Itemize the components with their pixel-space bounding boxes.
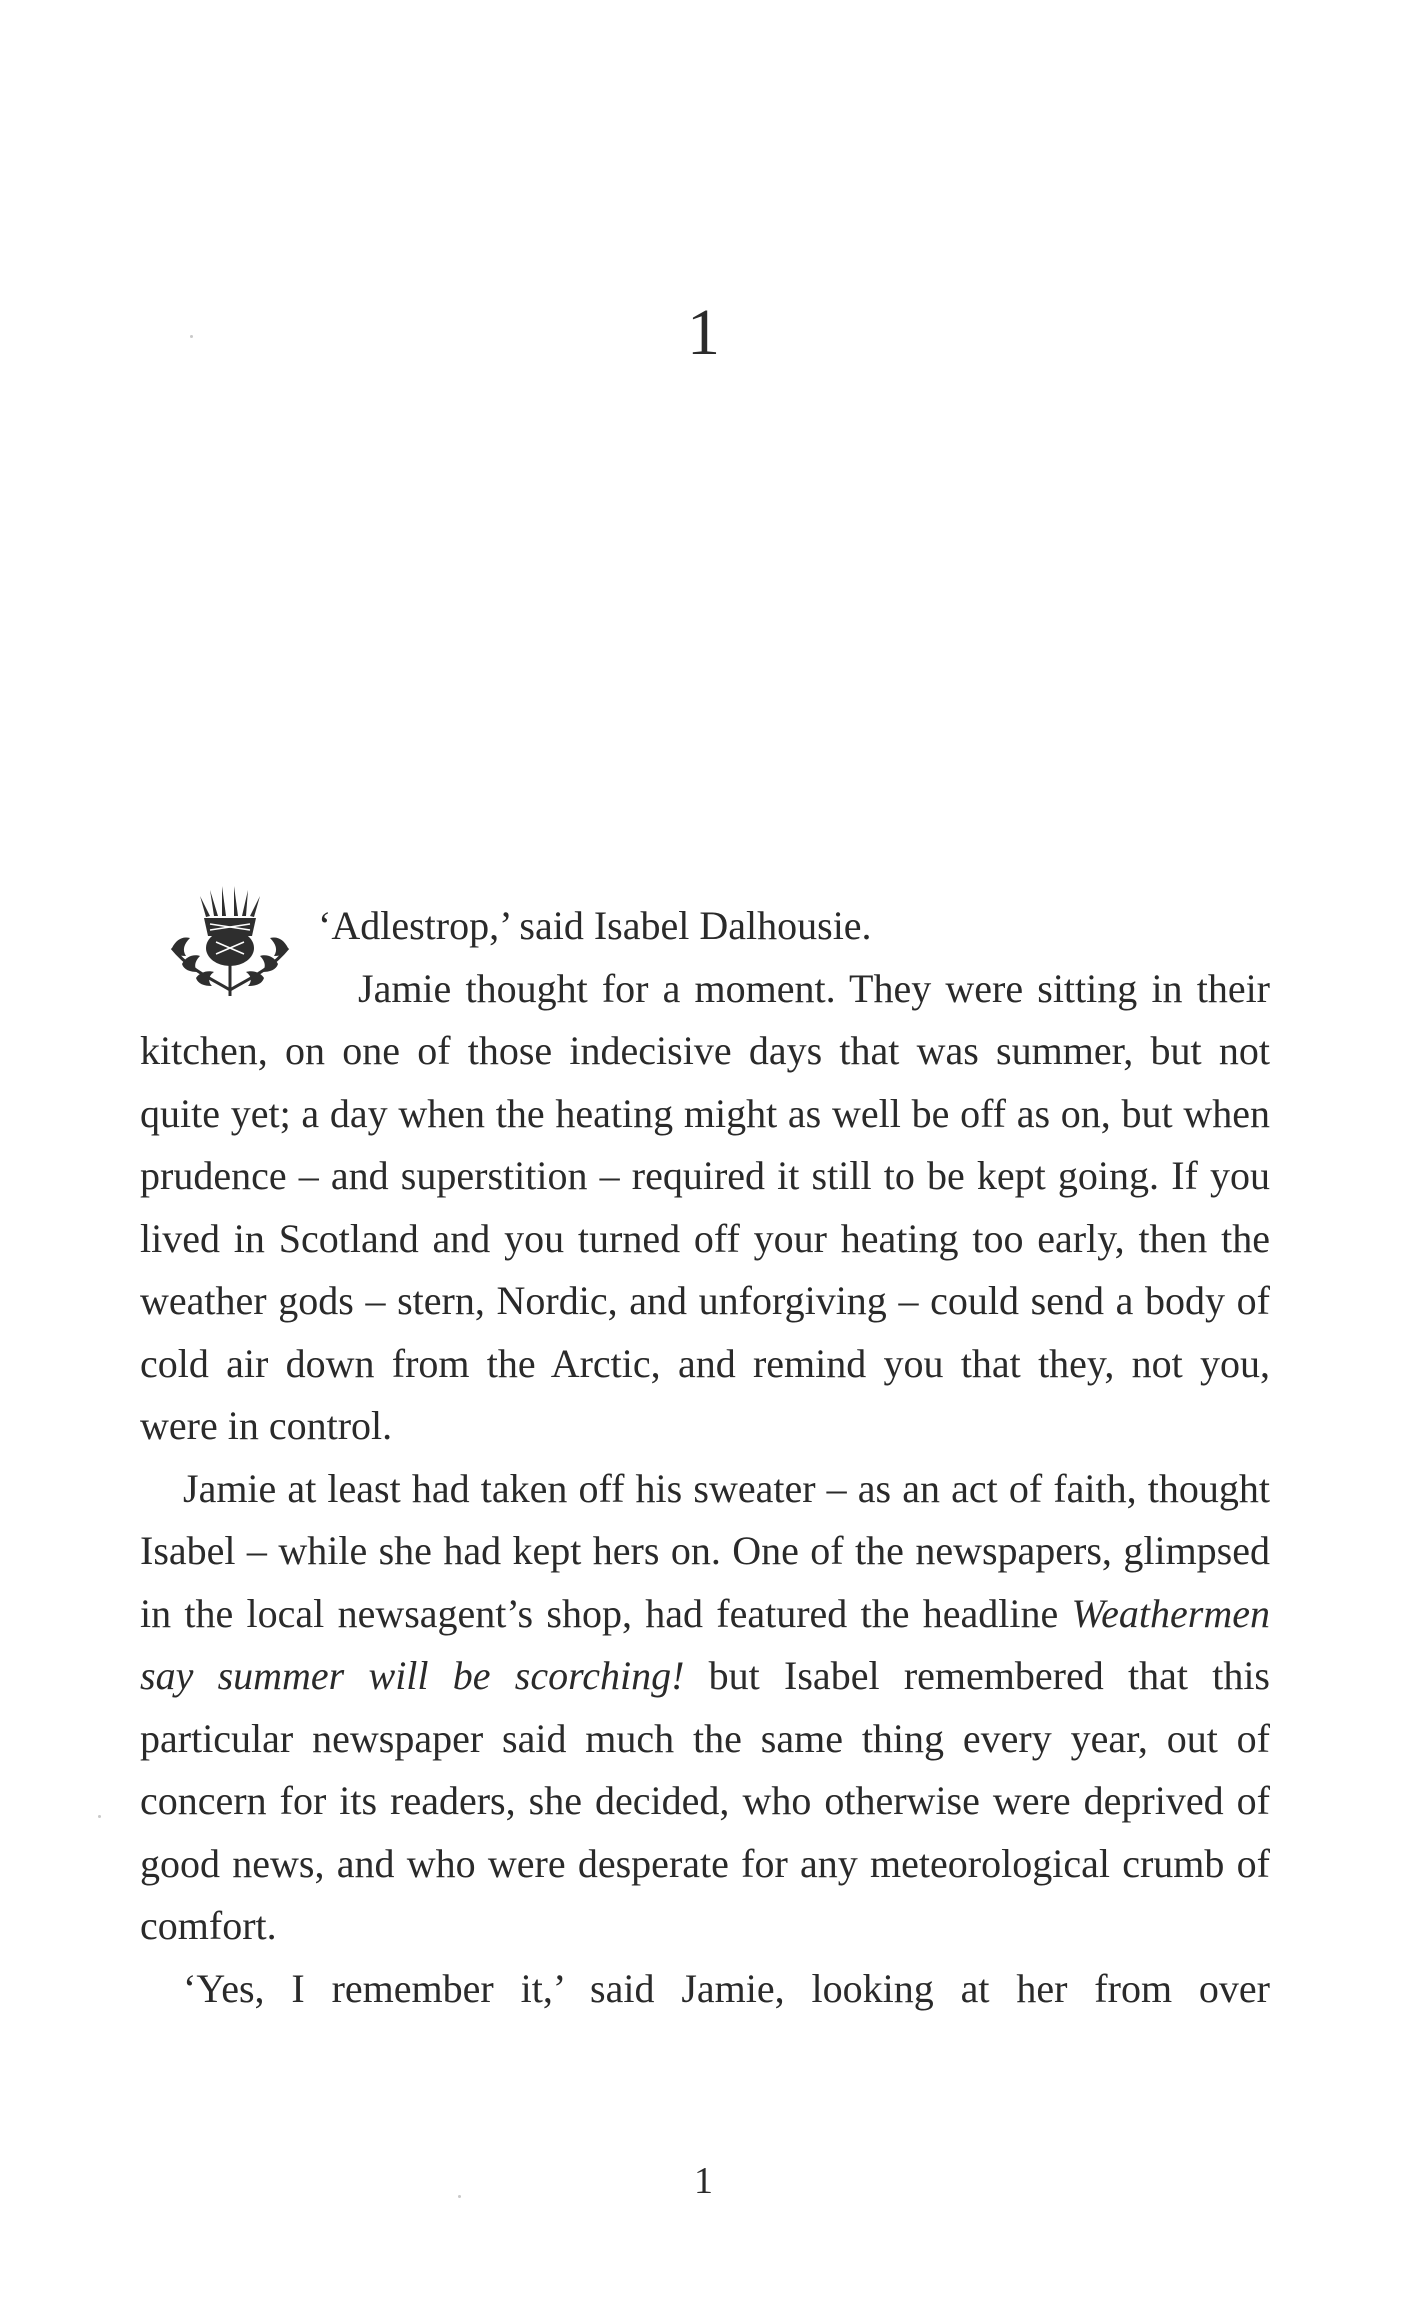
paragraph-jamie-thought: [140, 958, 1270, 1458]
paragraph-text-before-headline: Jamie at least had taken off his sweater – as an act of faith, thought Isabel – while she had kept hers on. One of the newspapers, glimpsed in the local newsagent’s shop, had featured the headline: [140, 1465, 1270, 1636]
body-text: [140, 895, 1270, 2020]
scan-speck: [458, 2195, 461, 2198]
scan-speck: [190, 335, 193, 338]
chapter-number: 1: [687, 296, 720, 369]
paragraph-sweater: [140, 1458, 1270, 1958]
paragraph-yes-i-remember: ‘Yes, I remember it,’ said Jamie, looking at her from over: [183, 1965, 1270, 2011]
scan-speck: [98, 1815, 101, 1818]
page-number: 1: [694, 2160, 713, 2202]
paragraph-text-after-headline: but Isabel remembered that this particular newspaper said much the same thing every year, out of concern for its readers, she decided, who otherwise were deprived of good news, and who were desperate for any meteorological crumb of comfort.: [140, 1653, 1271, 1948]
paragraph-lead-line: Jamie thought for a moment. They were sitting: [358, 965, 1138, 1011]
paragraph-opening: ‘Adlestrop,’ said Isabel Dalhousie.: [318, 903, 872, 948]
newspaper-headline: Weathermen say summer will be scorching!: [140, 1590, 1270, 1698]
paragraph-continuation: in their kitchen, on one of those indecisive days that was summer, but not quite yet; a day when the heating might as well be off as on, but when prudence – and superstition – required it still to be kept going. If you lived in Scotland and you turned off your heating too early, then the weather gods – stern, Nordic, and unforgiving – could send a body of cold air down from the Arctic, and remind you that they, not you, were in control.: [140, 965, 1271, 1448]
